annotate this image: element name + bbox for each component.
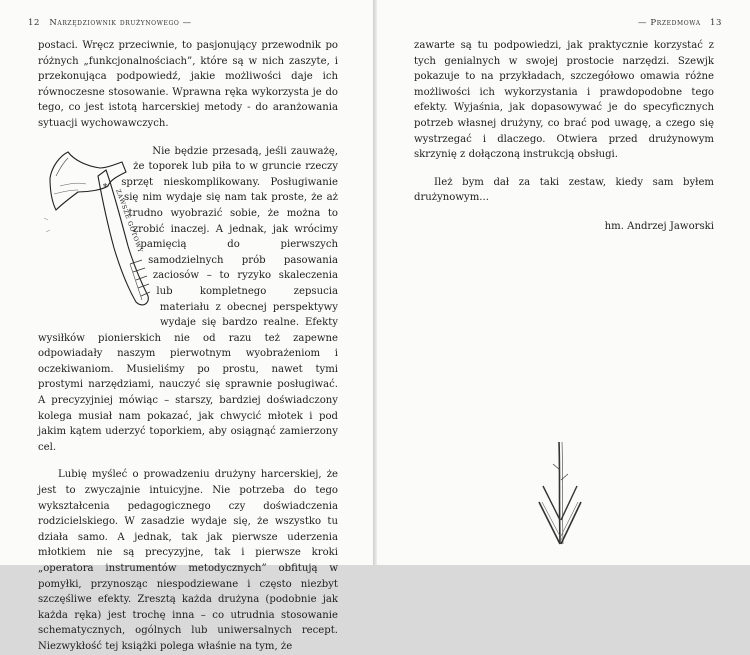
- running-title: Narzędziownik drużynowego —: [49, 18, 192, 28]
- arrow-trail-sign-illustration: [535, 440, 585, 554]
- left-body-text: [38, 38, 338, 655]
- paragraph: postaci. Wręcz przeciwnie, to pasjonujący przewodnik po różnych „funkcjonalnościach”, które są w nich zaszyte, i przekonująca podpowiedź, jakie możliwości daje ich równoczesne stosowanie. Wprawna ręka wykorzysta je do tego, co jest istotą harcerskiej metody - do aranżowania sytuacji wychowawczych.: [38, 40, 338, 129]
- signature: hm. Andrzej Jaworski: [604, 220, 714, 232]
- page-number: 13: [709, 18, 722, 28]
- left-page: [0, 0, 373, 652]
- paragraph: Ileż bym dał za taki zestaw, kiedy sam byłem drużynowym...: [414, 176, 714, 204]
- left-running-header: [22, 18, 192, 28]
- paragraph: zawarte są tu podpowiedzi, jak praktycznie korzystać z tych genialnych w swojej prostocie narzędzi. Szewjk pokazuje to na przykładach, szczegółowo omawia różne możliwości ich wykorzystania i prawdopodobne tego efekty. Wyjaśnia, jak dopasowywać je do specyficznych potrzeb własnej drużyny, co brać pod uwagę, a czego się wystrzegać i dlaczego. Otwiera przed drużynowym skrzynię z dołączoną instrukcją obsługi.: [414, 40, 714, 161]
- fleur-de-lis-icon: ⚜: [102, 181, 109, 190]
- page-number: 12: [28, 18, 41, 28]
- axe-handle-text: ZAWSZE GOTOWY: [114, 187, 144, 254]
- right-body-text: [414, 38, 714, 235]
- axe-section: [38, 144, 338, 456]
- paragraph: Lubię myśleć o prowadzeniu drużyny harcerskiej, że jest to zwyczajnie intuicyjne. Nie potrzeba do tego wykształcenia pedagogicznego czy doświadczenia rodzicielskiego. W zasadzie wydaje się, że wszystko tu działa samo. A jednak, tak jak pierwsze uderzenia młotkiem nie są precyzyjne, tak i pierwsze kroki „operatora instrumentów metodycznych” obfitują w pomyłki, przynosząc niespodziewane i często niezbyt szczęśliwe efekty. Zresztą każda drużyna (podobnie jak każda ręka) jest trochę inna – co utrudnia stosowanie schematycznych, ogólnych lub uniwersalnych recept. Niezwykłość tej książki polega właśnie na tym, że: [38, 469, 338, 652]
- running-title: — Przedmowa: [637, 18, 701, 28]
- paragraph: Nie będzie przesadą, jeśli zauważę, że toporek lub piła to w gruncie rzeczy sprzęt nieskomplikowany. Posługiwanie się nim wydaje się nam tak proste, że aż trudno wyobrazić sobie, że można to zrobić inaczej. A jednak, jak wrócimy pamięcią do pierwszych samodzielnych prób pasowania zaciosów – to ryzyko skaleczenia lub kompletnego zepsucia materiału z obecnej perspektywy wydaje się bardzo realne. Efekty wysiłków pionierskich nie od razu też zapewne odpowiadały naszym pierwotnym wyobrażeniom i oczekiwaniom. Musieliśmy po prostu, nawet tymi prostymi narzędziami, nauczyć się sprawnie posługiwać. A precyzyjniej mówiąc – starszy, bardziej doświadczony kolega musiał nam pokazać, jak chwycić młotek i pod jakim kątem uderzyć toporkiem, aby osiągnąć zamierzony cel.: [38, 145, 338, 453]
- right-running-header: [638, 18, 728, 28]
- right-page: [377, 0, 750, 565]
